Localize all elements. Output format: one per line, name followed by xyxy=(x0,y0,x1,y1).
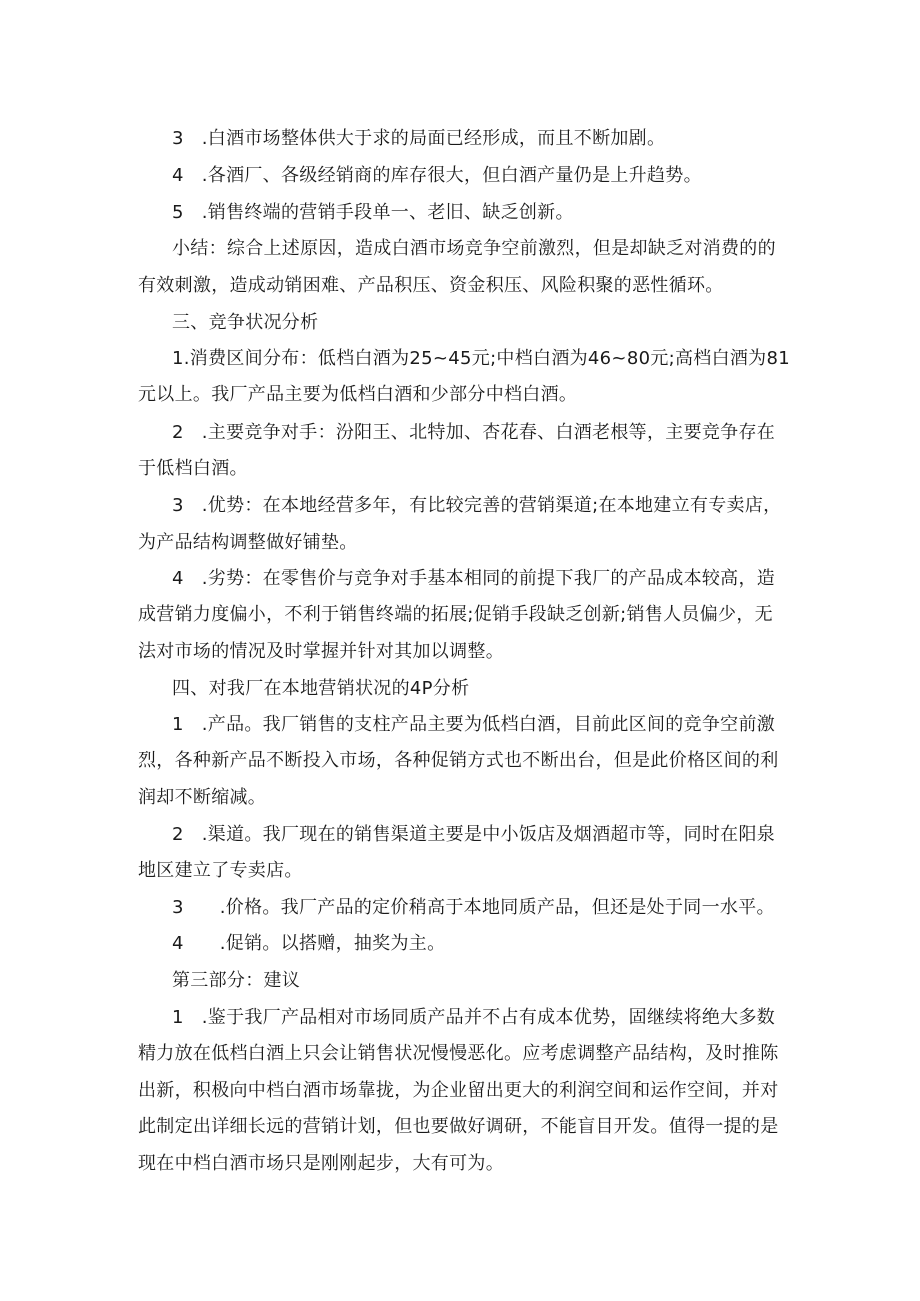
item-text: .优势：在本地经营多年，有比较完善的营销渠道;在本地建立有专卖店， xyxy=(201,495,782,516)
item-text: .劣势：在零售价与竞争对手基本相同的前提下我厂的产品成本较高，造 xyxy=(201,568,776,589)
item-text: .白酒市场整体供大于求的局面已经形成，而且不断加剧。 xyxy=(201,128,666,149)
list-item xyxy=(172,202,574,224)
list-item xyxy=(172,897,775,919)
section-heading: 第三部分：建议 xyxy=(172,970,301,991)
item-text: .促销。以搭赠，抽奖为主。 xyxy=(219,933,446,954)
item-number: 3 xyxy=(172,897,184,918)
item-number: 5 xyxy=(172,202,184,223)
item-text: .渠道。我厂现在的销售渠道主要是中小饭店及烟酒超市等，同时在阳泉 xyxy=(201,824,776,845)
item-number: 4 xyxy=(172,568,184,589)
paragraph-line: 地区建立了专卖店。 xyxy=(138,860,303,881)
paragraph-line: 出新，积极向中档白酒市场靠拢，为企业留出更大的利润空间和运作空间，并对 xyxy=(138,1080,779,1101)
paragraph-line: 此制定出详细长远的营销计划，但也要做好调研，不能盲目开发。值得一提的是 xyxy=(138,1116,779,1137)
item-number: 3 xyxy=(172,128,184,149)
list-item xyxy=(172,495,781,517)
list-item xyxy=(172,1007,775,1029)
item-number: 4 xyxy=(172,165,184,186)
list-item xyxy=(172,128,665,150)
paragraph-line: 法对市场的情况及时掌握并针对其加以调整。 xyxy=(138,641,504,662)
item-text: .销售终端的营销手段单一、老旧、缺乏创新。 xyxy=(201,202,574,223)
list-item xyxy=(172,714,775,736)
item-text: .主要竞争对手：汾阳王、北特加、杏花春、白酒老根等，主要竞争存在 xyxy=(201,422,776,443)
paragraph-line: 为产品结构调整做好铺垫。 xyxy=(138,532,358,553)
list-item xyxy=(172,824,775,846)
summary-line: 小结：综合上述原因，造成白酒市场竞争空前激烈，但是却缺乏对消费的的 xyxy=(172,238,776,259)
paragraph-line: 烈，各种新产品不断投入市场，各种促销方式也不断出台，但是此价格区间的利 xyxy=(138,750,779,771)
list-item xyxy=(172,422,775,444)
item-number: 1 xyxy=(172,714,184,735)
summary-line: 有效刺激，造成动销困难、产品积压、资金积压、风险积聚的恶性循环。 xyxy=(138,275,724,296)
paragraph-line: 成营销力度偏小，不利于销售终端的拓展;促销手段缺乏创新;销售人员偏少，无 xyxy=(138,604,773,625)
paragraph-line: 润却不断缩减。 xyxy=(138,787,267,808)
item-text: .鉴于我厂产品相对市场同质产品并不占有成本优势，固继续将绝大多数 xyxy=(201,1007,776,1028)
item-text: .价格。我厂产品的定价稍高于本地同质产品，但还是处于同一水平。 xyxy=(219,897,775,918)
section-heading: 三、竞争状况分析 xyxy=(172,312,319,333)
paragraph-line: 元以上。我厂产品主要为低档白酒和少部分中档白酒。 xyxy=(138,384,578,405)
paragraph-line: 精力放在低档白酒上只会让销售状况慢慢恶化。应考虑调整产品结构，及时推陈 xyxy=(138,1043,779,1064)
paragraph-line: 1.消费区间分布：低档白酒为25~45元;中档白酒为46~80元;高档白酒为81 xyxy=(172,348,790,369)
item-text: .产品。我厂销售的支柱产品主要为低档白酒，目前此区间的竞争空前激 xyxy=(201,714,776,735)
item-number: 1 xyxy=(172,1007,184,1028)
item-text: .各酒厂、各级经销商的库存很大，但白酒产量仍是上升趋势。 xyxy=(201,165,702,186)
paragraph-line: 于低档白酒。 xyxy=(138,458,248,479)
list-item xyxy=(172,568,775,590)
section-heading: 四、对我厂在本地营销状况的4P分析 xyxy=(172,678,470,699)
list-item xyxy=(172,933,445,955)
item-number: 2 xyxy=(172,824,184,845)
item-number: 3 xyxy=(172,495,184,516)
paragraph-line: 现在中档白酒市场只是刚刚起步，大有可为。 xyxy=(138,1153,504,1174)
list-item xyxy=(172,165,702,187)
item-number: 2 xyxy=(172,422,184,443)
item-number: 4 xyxy=(172,933,184,954)
